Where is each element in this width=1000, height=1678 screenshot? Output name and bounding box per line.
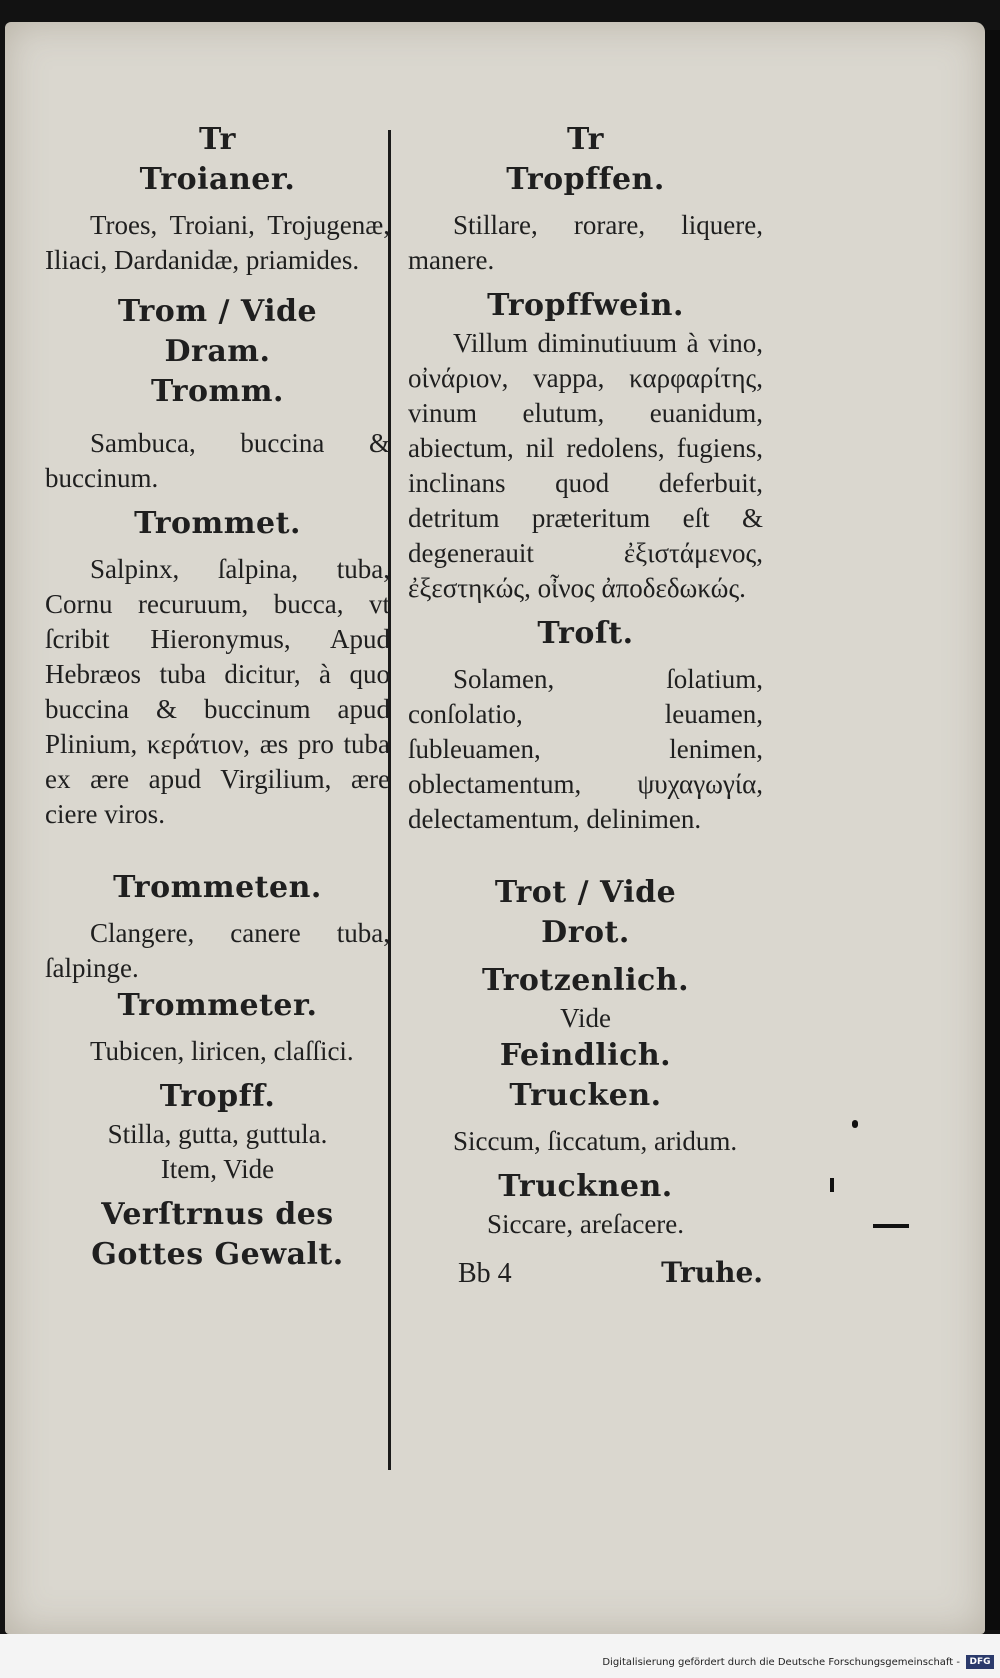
- entry-text: Salpinx, ſalpina, tuba, Cornu recuruum, bucca, vt ſcribit Hieronymus, Apud Hebræos tuba dicitur, à quo buccina & buccinum apud Plinium, κεράτιον, æs pro tuba ex ære apud Virgilium, ære ciere viros.: [45, 554, 390, 829]
- entry-head: Drot.: [541, 915, 630, 950]
- entry-head: Trom / Vide: [117, 294, 318, 329]
- margin-ink-dash: [873, 1224, 909, 1228]
- entry-text: Sambuca, buccina & buccinum.: [45, 428, 390, 493]
- signature-mark: Bb 4: [458, 1258, 512, 1289]
- entry-head: Trommeten.: [113, 870, 322, 905]
- entry-head: Dram.: [164, 334, 271, 369]
- entry-head: Trotzenlich.: [481, 963, 690, 998]
- entry-text: Clangere, canere tuba, ſalpinge.: [45, 918, 390, 983]
- left-column: [45, 120, 390, 1275]
- entry-head: Tropffen.: [506, 162, 665, 197]
- entry-head: Trot / Vide: [494, 875, 677, 910]
- dfg-logo: DFG: [966, 1655, 994, 1669]
- right-column: [408, 120, 763, 1290]
- entry-text: Vide: [560, 1003, 611, 1033]
- entry-text: Villum diminutiuum à vino, οἰνάριον, vappa, καρφαρίτης, vinum elutum, euanidum, abiectum, nil redolens, fugiens, inclinans quod deferbuit, detritum præteritum eſt & degenerauit ἐξιστάμενος, ἐξεστηκώς, οἶνος ἀποδεδωκώς.: [408, 328, 763, 603]
- entry-text: Tubicen, liricen, claſſici.: [90, 1036, 354, 1066]
- footer-bar: [0, 1634, 1000, 1678]
- entry-text: Stilla, gutta, guttula.: [107, 1119, 328, 1149]
- margin-ink-spot: [830, 1178, 834, 1192]
- entry-head: Tropff.: [159, 1079, 276, 1114]
- entry-text: Item, Vide: [160, 1154, 275, 1184]
- running-head-right: Tr: [567, 122, 604, 157]
- entry-text: Troes, Troiani, Trojugenæ, Iliaci, Dardanidæ, priamides.: [45, 210, 390, 275]
- footer-credit: Digitalisierung gefördert durch die Deutsche Forschungsgemeinschaft -: [602, 1657, 960, 1668]
- entry-head: Troianer.: [139, 162, 296, 197]
- entry-head: Tromm.: [151, 374, 284, 409]
- entry-head: Tropffwein.: [487, 288, 684, 323]
- entry-head: Trommet.: [134, 506, 301, 541]
- entry-text: Stillare, rorare, liquere, manere.: [408, 210, 763, 275]
- margin-ink-spot: [852, 1120, 858, 1128]
- entry-head: Trucknen.: [498, 1169, 673, 1204]
- entry-head: Verſtrnus des Gottes Gewalt.: [91, 1197, 344, 1272]
- entry-head: Trommeter.: [117, 988, 318, 1023]
- catchword: Truhe.: [661, 1256, 763, 1289]
- page-edge-shadow: [985, 30, 1000, 1630]
- entry-head: Troſt.: [537, 616, 634, 651]
- entry-text: Siccum, ſiccatum, aridum.: [453, 1126, 738, 1156]
- entry-text: Solamen, ſolatium, conſolatio, leuamen, ſubleuamen, lenimen, oblectamentum, ψυχαγωγία, delectamentum, delinimen.: [408, 664, 763, 834]
- entry-text: Siccare, areſacere.: [486, 1209, 685, 1239]
- entry-head: Feindlich.: [499, 1038, 672, 1073]
- entry-head: Trucken.: [509, 1078, 662, 1113]
- page-foot: [408, 1256, 763, 1290]
- running-head-left: Tr: [199, 122, 236, 157]
